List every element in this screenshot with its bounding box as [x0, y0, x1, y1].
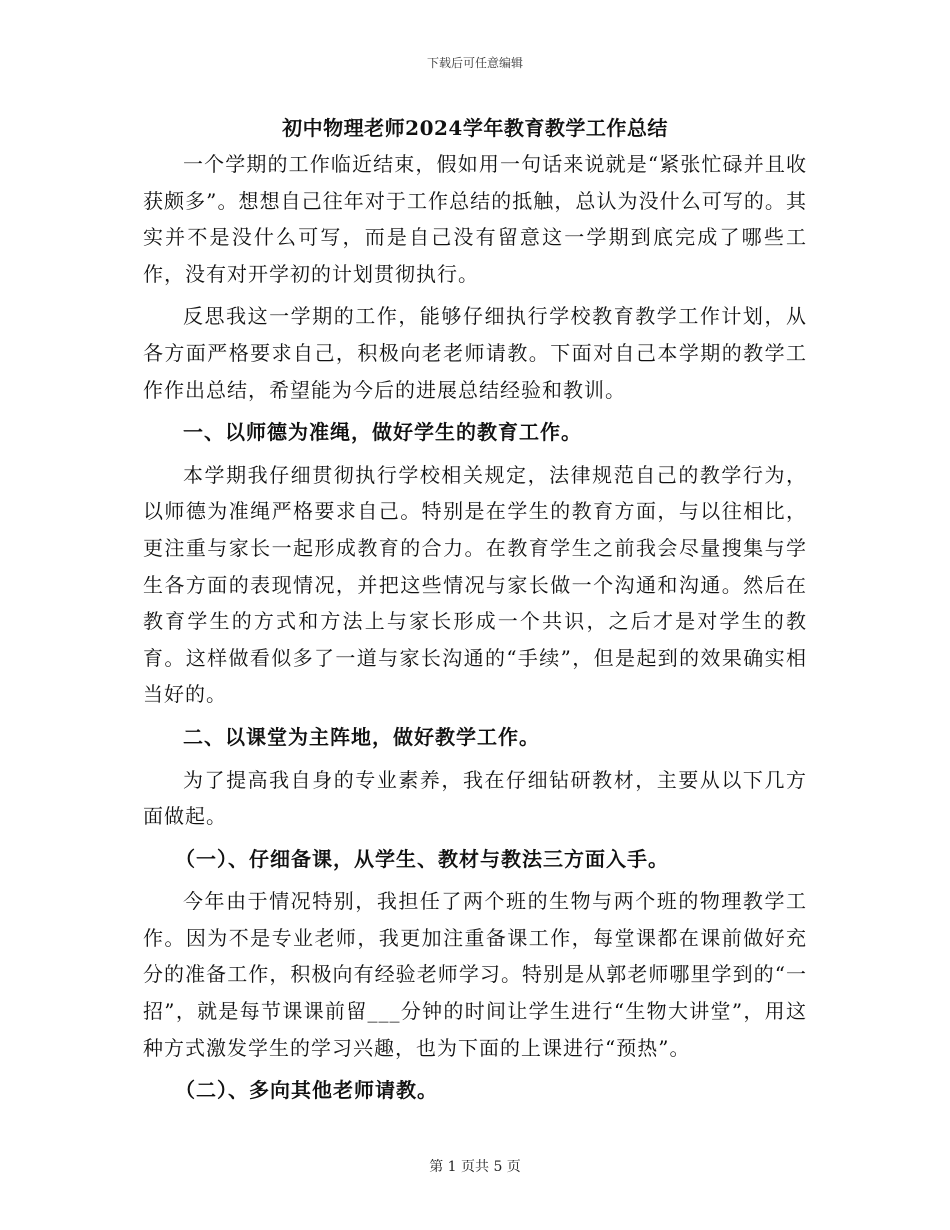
document-title: 初中物理老师2024学年教育教学工作总结 [282, 116, 668, 140]
page-footer-number: 第 1 页共 5 页 [429, 1159, 521, 1175]
paragraph-subsection-1: 今年由于情况特别，我担任了两个班的生物与两个班的物理教学工作。因为不是专业老师，我更加注重备课工作，每堂课都在课前做好充分的准备工作，积极向有经验老师学习。特别是从郭老师哪里学到的“一招”，就是每节课课前留___分钟的时间让学生进行“生物大讲堂”，用这种方式激发学生的学习兴趣，也为下面的上课进行“预热”。 [143, 889, 807, 1060]
section-heading-1: 一、以师德为准绳，做好学生的教育工作。 [183, 420, 582, 445]
subsection-heading-1: （一）、仔细备课，从学生、教材与教法三方面入手。 [175, 846, 669, 871]
paragraph-reflection: 反思我这一学期的工作，能够仔细执行学校教育教学工作计划，从各方面严格要求自己，积极向老老师请教。下面对自己本学期的教学工作作出总结，希望能为今后的进展总结经验和教训。 [143, 304, 807, 402]
page-header-note: 下载后可任意编辑 [426, 56, 523, 70]
paragraph-section-1: 本学期我仔细贯彻执行学校相关规定，法律规范自己的教学行为，以师德为准绳严格要求自己。特别是在学生的教育方面，与以往相比，更注重与家长一起形成教育的合力。在教育学生之前我会尽量搜集与学生各方面的表现情况，并把这些情况与家长做一个沟通和沟通。然后在教育学生的方式和方法上与家长形成一个共识，之后才是对学生的教育。这样做看似多了一道与家长沟通的“手续”，但是起到的效果确实相当好的。 [143, 462, 807, 707]
section-heading-2: 二、以课堂为主阵地，做好教学工作。 [183, 724, 540, 749]
paragraph-intro: 一个学期的工作临近结束，假如用一句话来说就是“紧张忙碌并且收获颇多”。想想自己往年对于工作总结的抵触，总认为没什么可写的。其实并不是没什么可写，而是自己没有留意这一学期到底完成了哪些工作，没有对开学初的计划贯彻执行。 [143, 152, 807, 286]
document-body [143, 110, 807, 1109]
subsection-heading-2: （二）、多向其他老师请教。 [175, 1078, 438, 1103]
paragraph-section-2: 为了提高我自身的专业素养，我在仔细钻研教材，主要从以下几方面做起。 [143, 767, 807, 829]
